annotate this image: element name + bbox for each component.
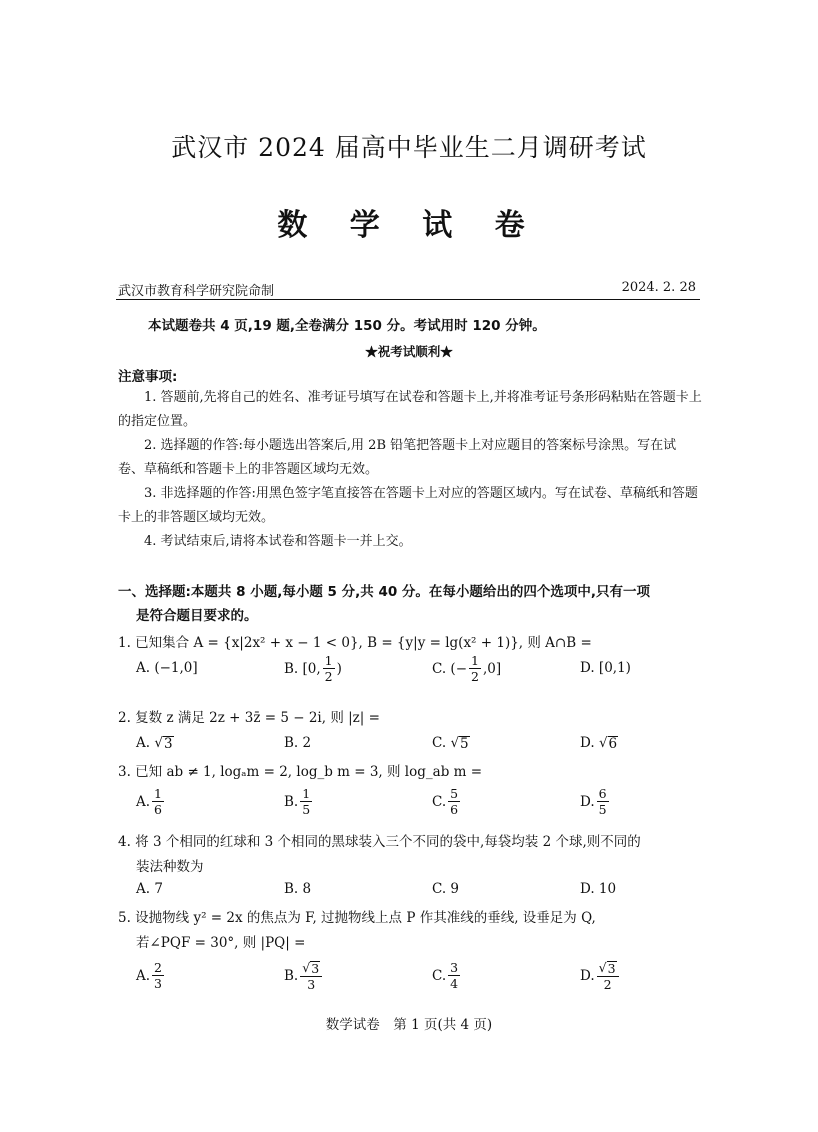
blessing: ★祝考试顺利★	[365, 344, 453, 359]
sqrt: √ 3	[154, 734, 173, 752]
sqrt: √ 3	[598, 960, 616, 976]
fraction: $\frac{1}{6}$	[154, 786, 162, 817]
q4-option-b: B. 8	[284, 881, 312, 897]
section-heading-line2: 是符合题目要求的。	[136, 608, 258, 624]
notice-item: 3. 非选择题的作答:用黑色签字笔直接答在答题卡上对应的答题区域内。写在试卷、草稿纸和答题卡上的非答题区域均无效。	[118, 486, 698, 525]
sqrt: √ 6	[598, 734, 618, 752]
q1-option-b: B. [0, $\frac{1}{2}$ )	[284, 653, 342, 684]
q2-option-d: D. √ 6	[580, 734, 618, 752]
notice-heading: 注意事项:	[118, 369, 178, 385]
question-2-stem: 2. 复数 z 满足 2z + 3z̄ = 5 − 2i, 则 |z| =	[118, 710, 380, 726]
q5-option-d: D. √ 3 2	[580, 960, 621, 992]
subject-title: 数 学 试 卷	[277, 208, 541, 243]
section-heading	[118, 580, 708, 628]
page-footer: 数学试卷 第 1 页(共 4 页)	[325, 1017, 493, 1033]
q5-option-c: C. $\frac{3}{4}$	[432, 960, 459, 991]
q3-option-d: D. $\frac{6}{5}$	[580, 786, 607, 817]
q1-option-c: C. (− $\frac{1}{2}$ ,0]	[432, 653, 502, 684]
q5-option-b: B. √ 3 3	[284, 960, 324, 992]
fraction: $\frac{1}{5}$	[302, 786, 311, 817]
fraction: $\frac{1}{2}$	[471, 653, 479, 684]
q2-option-a: A. √ 3	[136, 734, 173, 752]
fraction: $\frac{5}{6}$	[450, 786, 459, 817]
fraction: $\frac{3}{4}$	[450, 960, 459, 991]
section-heading-line1: 一、选择题:本题共 8 小题,每小题 5 分,共 40 分。在每小题给出的四个选项中,只有一项	[118, 584, 651, 600]
notice-item: 2. 选择题的作答:每小题选出答案后,用 2B 铅笔把答题卡上对应题目的答案标号涂黑。写在试卷、草稿纸和答题卡上的非答题区域均无效。	[118, 438, 677, 477]
question-3-stem: 3. 已知 ab ≠ 1, logₐm = 2, log_b m = 3, 则 log_ab m =	[118, 764, 483, 780]
q3-option-c: C. $\frac{5}{6}$	[432, 786, 459, 817]
q2-option-b: B. 2	[284, 735, 312, 751]
exam-date: 2024. 2. 28	[621, 280, 696, 295]
sqrt: √ 3	[302, 960, 320, 976]
exam-summary: 本试题卷共 4 页,19 题,全卷满分 150 分。考试用时 120 分钟。	[148, 318, 546, 334]
exam-title: 武汉市 2024 届高中毕业生二月调研考试	[171, 133, 647, 162]
header-rule	[116, 299, 700, 300]
question-5-stem-cont: 若∠PQF = 30°, 则 |PQ| =	[136, 935, 306, 951]
q1-option-d: D. [0,1)	[580, 660, 631, 676]
q4-option-d: D. 10	[580, 881, 617, 897]
fraction: √ 3 3	[300, 960, 322, 992]
q5-option-a: A. $\frac{2}{3}$	[136, 960, 162, 991]
fraction: $\frac{2}{3}$	[154, 960, 162, 991]
question-4-stem-cont: 装法种数为	[136, 859, 204, 875]
sqrt: √ 5	[450, 734, 469, 752]
fraction: √ 3 2	[597, 960, 619, 992]
question-4-stem: 4. 将 3 个相同的红球和 3 个相同的黑球装入三个不同的袋中,每袋均装 2 个球,则不同的	[118, 834, 641, 850]
question-5-stem: 5. 设抛物线 y² = 2x 的焦点为 F, 过抛物线上点 P 作其准线的垂线, 设垂足为 Q,	[118, 910, 596, 926]
q3-option-a: A. $\frac{1}{6}$	[136, 786, 162, 817]
fraction: $\frac{6}{5}$	[598, 786, 607, 817]
issuer: 武汉市教育科学研究院命制	[118, 284, 275, 299]
fraction: $\frac{1}{2}$	[324, 653, 333, 684]
q3-option-b: B. $\frac{1}{5}$	[284, 786, 311, 817]
question-1-stem: 1. 已知集合 A = {x|2x² + x − 1 < 0}, B = {y|y = lg(x² + 1)}, 则 A∩B =	[118, 635, 592, 651]
q4-option-c: C. 9	[432, 881, 460, 897]
q2-option-c: C. √ 5	[432, 734, 469, 752]
notice-item: 4. 考试结束后,请将本试卷和答题卡一并上交。	[144, 534, 412, 549]
q4-option-a: A. 7	[136, 881, 163, 897]
notice-item: 1. 答题前,先将自己的姓名、准考证号填写在试卷和答题卡上,并将准考证号条形码粘贴在答题卡上的指定位置。	[118, 390, 702, 429]
q1-option-a: A. (−1,0]	[136, 660, 198, 676]
